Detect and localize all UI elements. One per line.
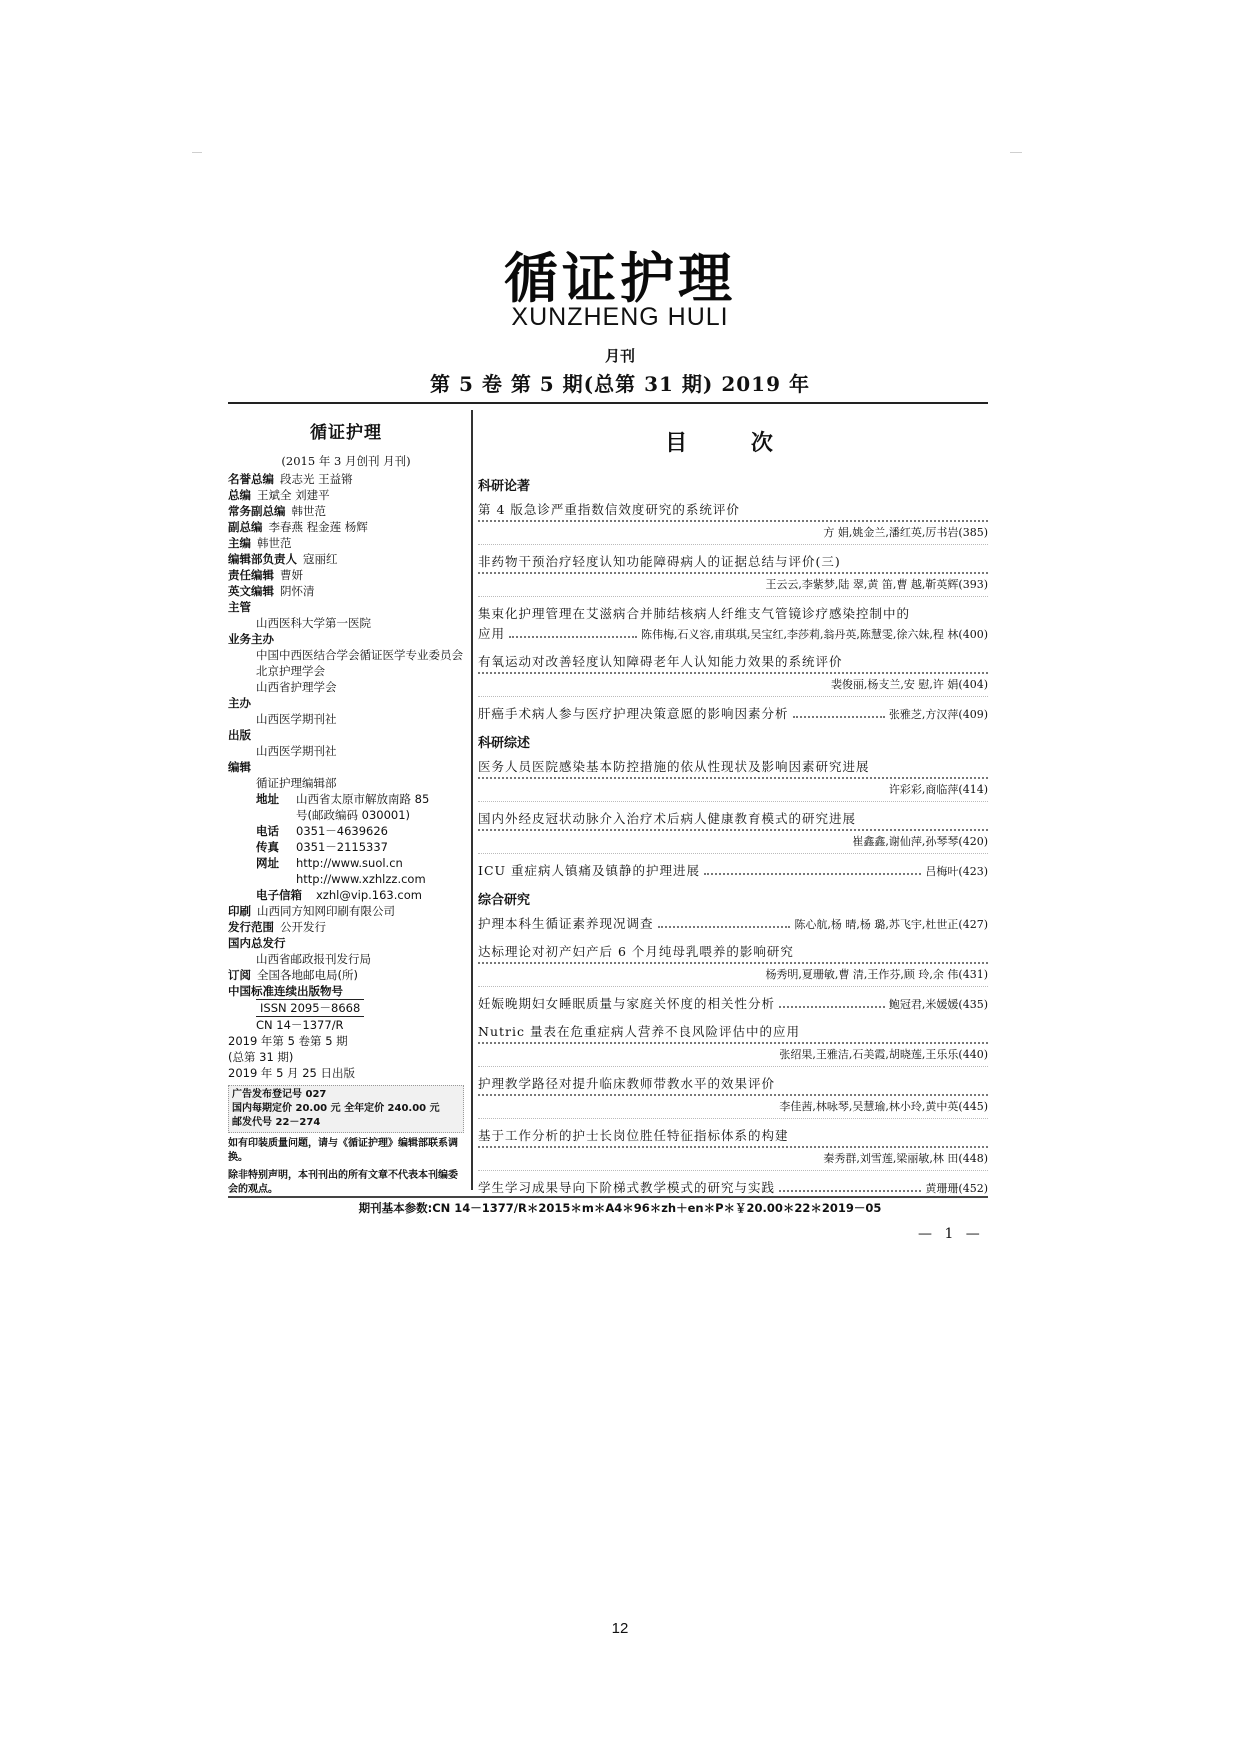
entry-authors: 李佳茜,林咏琴,吴慧瑜,林小玲,黄中英(445) (478, 1096, 988, 1119)
issn-wrap (228, 999, 464, 1017)
entry-authors: 张雅芝,方汉萍(409) (888, 708, 988, 721)
masthead-title: 循证护理 (310, 423, 382, 443)
supervisor: 山西医科大学第一医院 (256, 616, 371, 630)
price: 国内每期定价 20.00 元 全年定价 240.00 元 (232, 1103, 440, 1114)
entry-title: 护理本科生循证素养现况调查 陈心航,杨 晴,杨 璐,苏飞宇,杜世正(427) (478, 914, 988, 935)
dot-leader (704, 865, 921, 875)
journal-title: 循证护理 (504, 247, 736, 310)
toc-entry[interactable] (478, 1178, 988, 1199)
table-of-contents (478, 426, 988, 1206)
contact-row: http://www.xzhlzz.com (296, 872, 426, 886)
founded-line: (2015 年 3 月创刊 月刊) (281, 454, 411, 468)
toc-entry[interactable] (478, 994, 988, 1015)
entry-authors: 杨秀明,夏珊敏,曹 清,王作芬,顾 玲,余 伟(431) (478, 964, 988, 987)
entry-title: 肝癌手术病人参与医疗护理决策意愿的影响因素分析 张雅芝,方汉萍(409) (478, 704, 988, 725)
staff-row: 编辑部负责人 寇丽红 (228, 552, 338, 566)
domestic-label: 国内总发行 (228, 936, 286, 950)
toc-entry[interactable] (478, 1022, 988, 1067)
staff-row: 副总编 李春燕 程金莲 杨辉 (228, 520, 368, 534)
journal-issue-line: 第 5 卷 第 5 期(总第 31 期) 2019 年 (430, 372, 810, 396)
dot-leader (779, 998, 885, 1008)
supervisor-label: 主管 (228, 600, 251, 614)
toc-entry[interactable] (478, 704, 988, 725)
publication-date: 2019 年 5 月 25 日出版 (228, 1066, 355, 1080)
entry-authors: 陈心航,杨 晴,杨 璐,苏飞宇,杜世正(427) (794, 918, 988, 931)
issue-total: (总第 31 期) (228, 1050, 294, 1064)
section-heading: 科研论著 (478, 479, 531, 494)
printer-row: 印刷 山西同方知网印刷有限公司 (228, 904, 395, 918)
masthead-info (228, 471, 464, 1081)
masthead-column (228, 418, 464, 1197)
scan-mark (1010, 152, 1022, 153)
editor-label: 编辑 (228, 760, 251, 774)
staff-row: 总编 王斌全 刘建平 (228, 488, 330, 502)
entry-authors: 鲍冠君,米媛媛(435) (888, 998, 988, 1011)
entry-title: 护理教学路径对提升临床教师带教水平的效果评价 (478, 1074, 988, 1096)
inner-page-number: — 1 — (918, 1226, 984, 1242)
entry-title: 有氧运动对改善轻度认知障碍老年人认知能力效果的系统评价 (478, 652, 988, 674)
entry-title: ICU 重症病人镇痛及镇静的护理进展 吕梅叶(423) (478, 861, 988, 882)
entry-authors: 许彩彩,商临萍(414) (478, 779, 988, 802)
entry-authors: 张绍果,王雅洁,石美霞,胡晓莲,王乐乐(440) (478, 1044, 988, 1067)
sponsor-label: 主办 (228, 696, 251, 710)
organizer: 北京护理学会 (256, 664, 325, 678)
dot-leader (779, 1182, 921, 1192)
journal-frequency: 月刊 (604, 347, 635, 365)
contact-row: 地址 山西省太原市解放南路 85 (256, 792, 430, 806)
domestic-distributor: 山西省邮政报刊发行局 (256, 952, 371, 966)
entry-title: 基于工作分析的护士长岗位胜任特征指标体系的构建 (478, 1126, 988, 1148)
organizer-label: 业务主办 (228, 632, 274, 646)
header-divider (228, 402, 988, 404)
journal-pinyin-title: XUNZHENG HULI (511, 303, 729, 331)
ad-registration: 广告发布登记号 027 (232, 1089, 327, 1100)
scan-mark (192, 152, 202, 153)
entry-authors: 陈伟梅,石义容,甫琪琪,吴宝红,李莎莉,翁丹英,陈慧雯,徐六妹,程 林(400) (640, 628, 988, 641)
entry-title: 医务人员医院感染基本防控措施的依从性现状及影响因素研究进展 (478, 757, 988, 779)
toc-entry[interactable] (478, 500, 988, 545)
entry-authors: 吕梅叶(423) (925, 865, 988, 878)
contact-row: 号(邮政编码 030001) (296, 808, 411, 822)
entry-title: 达标理论对初产妇产后 6 个月纯母乳喂养的影响研究 (478, 942, 988, 964)
issue-line: 2019 年第 5 卷第 5 期 (228, 1034, 348, 1048)
dot-leader (793, 708, 885, 718)
entry-title: 学生学习成果导向下阶梯式教学模式的研究与实践 黄珊珊(452) (478, 1178, 988, 1199)
entry-title-continued: 应用 陈伟梅,石义容,甫琪琪,吴宝红,李莎莉,翁丹英,陈慧雯,徐六妹,程 林(400) (478, 624, 988, 645)
entry-authors: 方 娟,姚金兰,潘红英,厉书岩(385) (478, 522, 988, 545)
column-divider (471, 410, 473, 1190)
dot-leader (658, 918, 791, 928)
entry-authors: 秦秀群,刘雪莲,梁丽敏,林 田(448) (478, 1148, 988, 1171)
entry-title: 国内外经皮冠状动脉介入治疗术后病人健康教育模式的研究进展 (478, 809, 988, 831)
toc-entry[interactable] (478, 942, 988, 987)
entry-authors: 崔鑫鑫,谢仙萍,孙琴琴(420) (478, 831, 988, 854)
issn: ISSN 2095－8668 (256, 999, 364, 1017)
toc-entry[interactable] (478, 1074, 988, 1119)
toc-entry[interactable] (478, 914, 988, 935)
contact-row: 传真 0351－2115337 (256, 840, 388, 854)
distribution-row: 发行范围 公开发行 (228, 920, 326, 934)
quality-notice: 如有印装质量问题，请与《循证护理》编辑部联系调换。 (228, 1138, 458, 1163)
editor: 循证护理编辑部 (256, 776, 337, 790)
staff-row: 名誉总编 段志光 王益锵 (228, 472, 353, 486)
entry-title: 妊娠晚期妇女睡眠质量与家庭关怀度的相关性分析 鲍冠君,米媛媛(435) (478, 994, 988, 1015)
disclaimer: 除非特别声明，本刊刊出的所有文章不代表本刊编委会的观点。 (228, 1170, 458, 1195)
staff-row: 常务副总编 韩世范 (228, 504, 326, 518)
contact-row: 电话 0351－4639626 (256, 824, 388, 838)
serial-number-label: 中国标准连续出版物号 (228, 984, 343, 998)
staff-row: 责任编辑 曹妍 (228, 568, 303, 582)
publisher: 山西医学期刊社 (256, 744, 337, 758)
section-heading: 科研综述 (478, 736, 531, 751)
postal-code: 邮发代号 22－274 (232, 1117, 321, 1128)
organizer: 山西省护理学会 (256, 680, 337, 694)
entry-title: 非药物干预治疗轻度认知功能障碍病人的证据总结与评价(三) (478, 552, 988, 574)
contact-row: 网址 http://www.suol.cn (256, 856, 403, 870)
toc-entry[interactable] (478, 1126, 988, 1171)
toc-entry[interactable] (478, 757, 988, 802)
entry-authors: 王云云,李紫梦,陆 翠,黄 笛,曹 越,靳英辉(393) (478, 574, 988, 597)
staff-row: 英文编辑 阴怀清 (228, 584, 315, 598)
toc-entry[interactable] (478, 861, 988, 882)
sponsor: 山西医学期刊社 (256, 712, 337, 726)
entry-title: 集束化护理管理在艾滋病合并肺结核病人纤维支气管镜诊疗感染控制中的 (478, 606, 911, 621)
contact-row: 电子信箱 xzhl@vip.163.com (256, 888, 422, 902)
toc-entry[interactable] (478, 652, 988, 697)
ad-price-box (228, 1085, 464, 1133)
entry-authors: 裴俊丽,杨支兰,安 慰,许 娟(404) (478, 674, 988, 697)
staff-row: 主编 韩世范 (228, 536, 292, 550)
dot-leader (509, 628, 637, 638)
journal-parameters: 期刊基本参数:CN 14－1377/R＊2015＊m＊A4＊96＊zh＋en＊P＊￥20.00＊22＊2019－05 (358, 1201, 882, 1215)
section-heading: 综合研究 (478, 893, 531, 908)
subscription-row: 订阅 全国各地邮电局(所) (228, 968, 358, 982)
entry-title: Nutric 量表在危重症病人营养不良风险评估中的应用 (478, 1022, 988, 1044)
publisher-label: 出版 (228, 728, 251, 742)
organizer: 中国中西医结合学会循证医学专业委员会 (256, 648, 463, 662)
entry-title: 第 4 版急诊严重指数信效度研究的系统评价 (478, 500, 988, 522)
toc-heading: 目 次 (665, 431, 801, 456)
toc-entry[interactable] (478, 552, 988, 597)
toc-entry[interactable] (478, 809, 988, 854)
toc-entry[interactable] (478, 604, 988, 645)
cn-number: CN 14－1377/R (256, 1018, 344, 1032)
document-page-number: 12 (611, 1620, 629, 1637)
entry-authors: 黄珊珊(452) (925, 1182, 988, 1195)
